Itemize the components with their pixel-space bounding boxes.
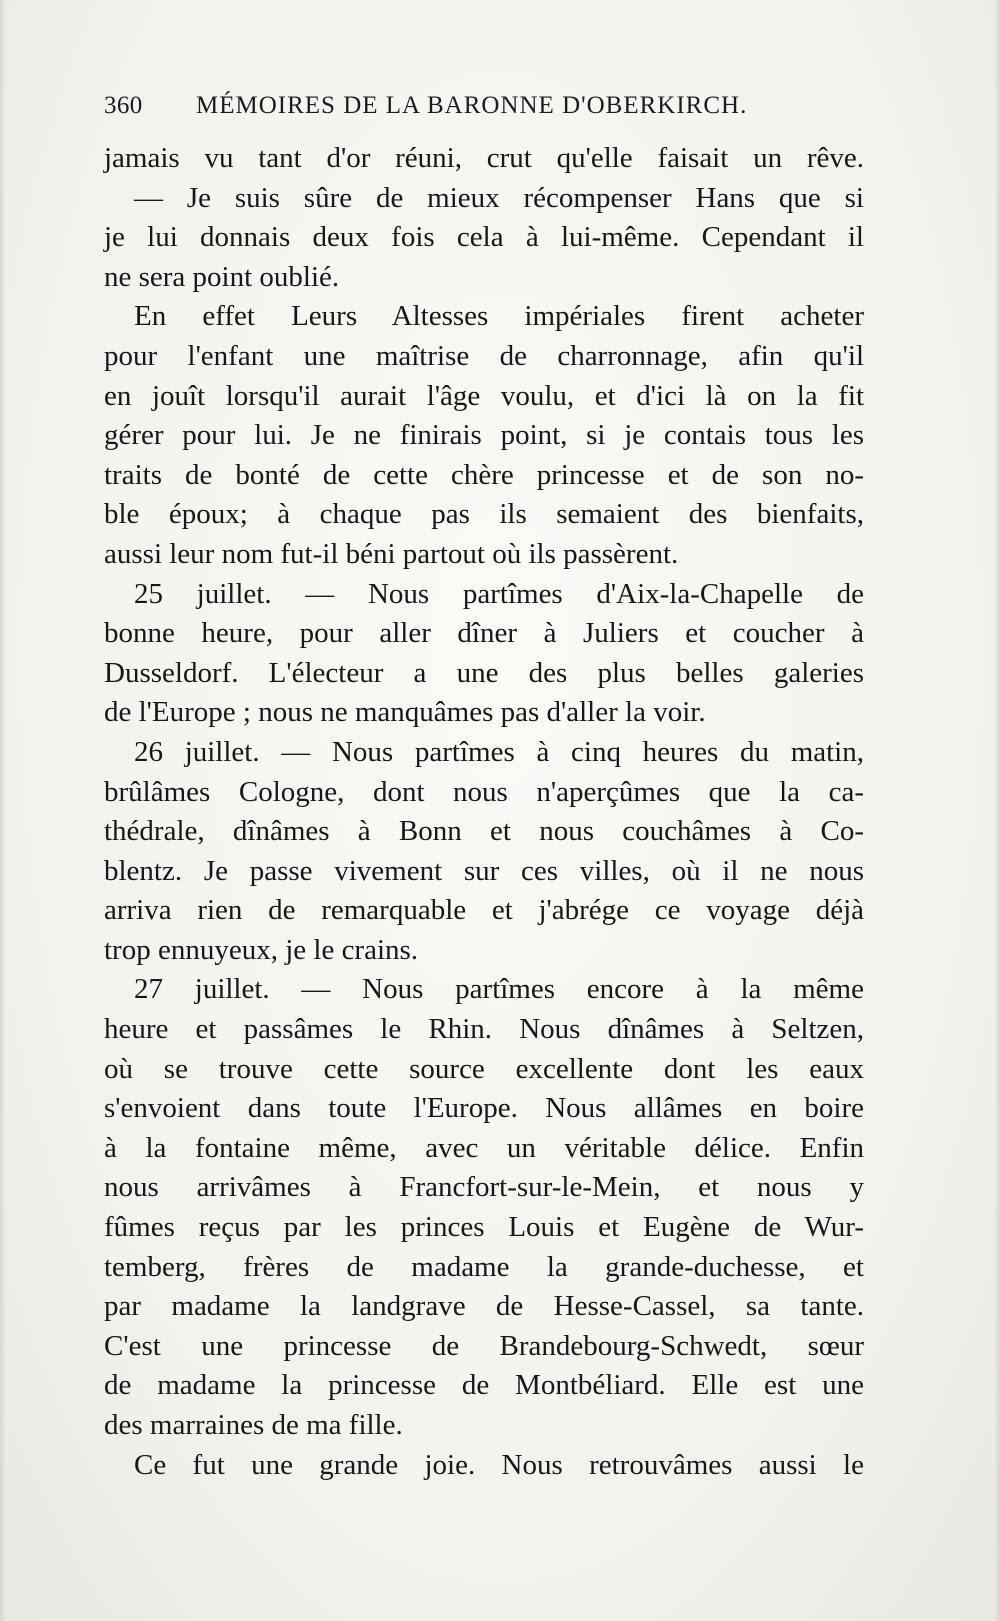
page-header: [104, 92, 776, 124]
page-edge-left: [0, 0, 6, 1621]
text-line: heure et passâmes le Rhin. Nous dînâmes à Seltzen,: [104, 1013, 864, 1046]
page-number: 360: [104, 92, 143, 119]
text-line: En effet Leurs Altesses impériales firent acheter: [134, 300, 864, 333]
text-line: 26 juillet. — Nous partîmes à cinq heures du matin,: [134, 735, 864, 768]
text-line: brûlâmes Cologne, dont nous n'aperçûmes que la ca-: [104, 775, 864, 808]
body-text: [104, 139, 864, 1485]
text-line: en jouît lorsqu'il aurait l'âge voulu, et d'ici là on la fit: [104, 379, 864, 412]
text-line: pour l'enfant une maîtrise de charronnage, afin qu'il: [104, 339, 864, 372]
text-line: nous arrivâmes à Francfort-sur-le-Mein, et nous y: [104, 1171, 864, 1204]
text-line: des marraines de ma fille.: [104, 1409, 403, 1441]
text-line: fûmes reçus par les princes Louis et Eugène de Wur-: [104, 1211, 864, 1244]
text-line: temberg, frères de madame la grande-duchesse, et: [104, 1250, 864, 1283]
text-line: arriva rien de remarquable et j'abrége ce voyage déjà: [104, 894, 864, 927]
text-line: s'envoient dans toute l'Europe. Nous allâmes en boire: [104, 1092, 864, 1125]
page-edge-right: [994, 0, 1000, 1621]
text-line: Ce fut une grande joie. Nous retrouvâmes aussi le: [134, 1448, 864, 1481]
text-line: où se trouve cette source excellente dont les eaux: [104, 1052, 864, 1085]
text-line: blentz. Je passe vivement sur ces villes, où il ne nous: [104, 854, 864, 887]
text-line: aussi leur nom fut-il béni partout où ils passèrent.: [104, 537, 679, 570]
text-line: gérer pour lui. Je ne finirais point, si je contais tous les: [104, 419, 864, 452]
text-line: traits de bonté de cette chère princesse et de son no-: [104, 458, 864, 491]
text-line: de madame la princesse de Montbéliard. Elle est une: [104, 1369, 864, 1402]
text-line: ne sera point oublié.: [104, 260, 340, 293]
text-line: 25 juillet. — Nous partîmes d'Aix-la-Chapelle de: [134, 577, 864, 610]
text-line: trop ennuyeux, je le crains.: [104, 933, 419, 966]
text-line: à la fontaine même, avec un véritable délice. Enfin: [104, 1131, 864, 1164]
text-line: par madame la landgrave de Hesse-Cassel, sa tante.: [104, 1290, 864, 1323]
text-line: je lui donnais deux fois cela à lui-même. Cependant il: [104, 221, 864, 254]
text-line: de l'Europe ; nous ne manquâmes pas d'aller la voir.: [104, 696, 706, 729]
text-line: ble époux; à chaque pas ils semaient des bienfaits,: [104, 498, 864, 531]
text-line: C'est une princesse de Brandebourg-Schwedt, sœur: [104, 1329, 864, 1362]
text-line: jamais vu tant d'or réuni, crut qu'elle faisait un rêve.: [104, 142, 864, 174]
text-line: — Je suis sûre de mieux récompenser Hans que si: [134, 181, 864, 214]
running-title: MÉMOIRES DE LA BARONNE D'OBERKIRCH.: [196, 92, 748, 119]
text-line: bonne heure, pour aller dîner à Juliers et coucher à: [104, 617, 864, 650]
text-line: thédrale, dînâmes à Bonn et nous couchâmes à Co-: [104, 815, 864, 848]
text-line: 27 juillet. — Nous partîmes encore à la même: [134, 973, 864, 1006]
text-line: Dusseldorf. L'électeur a une des plus belles galeries: [104, 656, 864, 689]
